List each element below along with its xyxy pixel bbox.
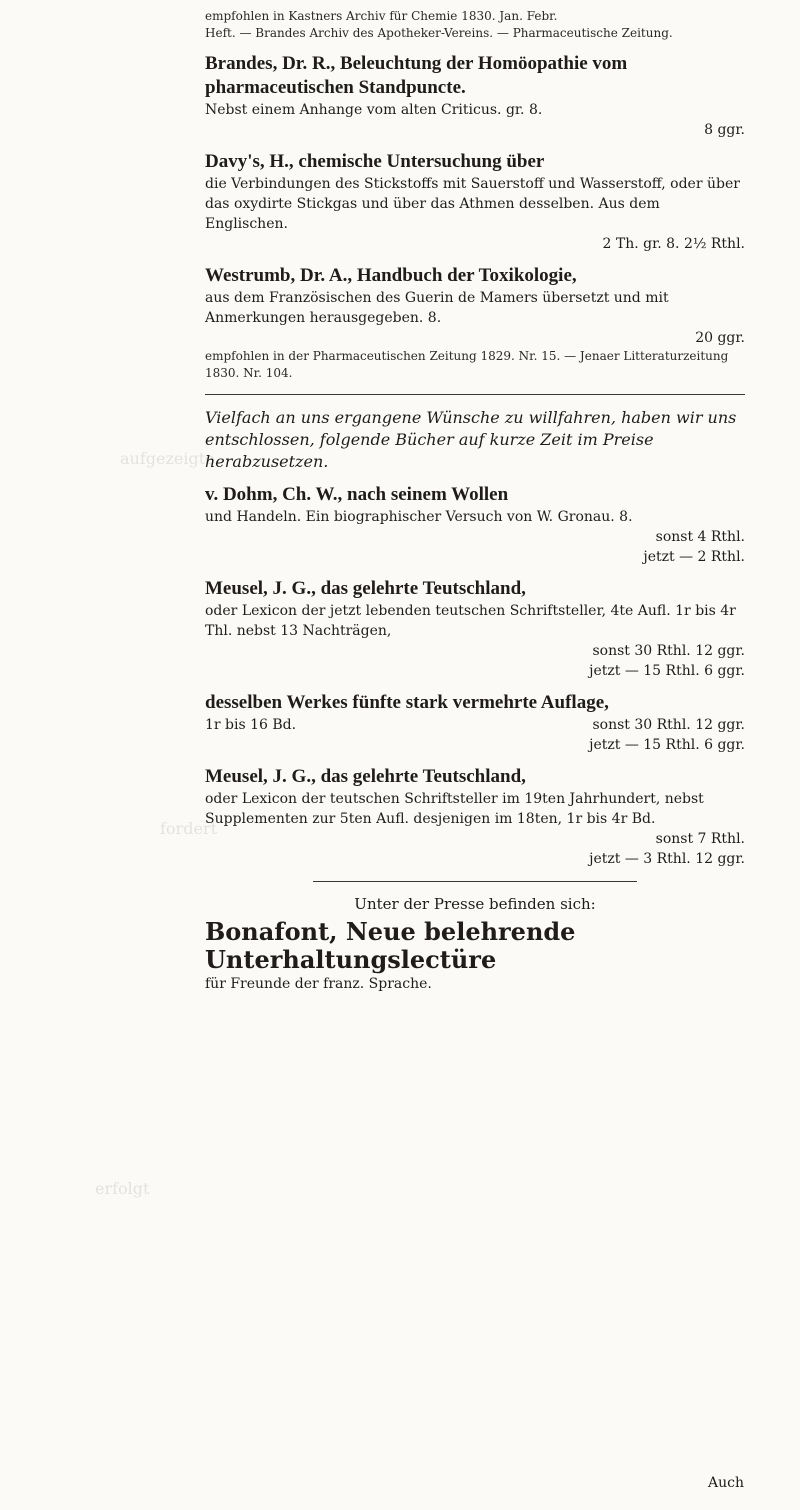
listing-body: Nebst einem Anhange vom alten Criticus. gr. 8. bbox=[205, 102, 543, 118]
listing-desselben bbox=[205, 691, 745, 755]
price-old: sonst 30 Rthl. 12 ggr. bbox=[592, 643, 745, 659]
section-divider bbox=[205, 394, 745, 395]
price-row bbox=[205, 735, 745, 755]
price: 2 Th. gr. 8. 2½ Rthl. bbox=[602, 236, 745, 252]
price-old: sonst 4 Rthl. bbox=[655, 529, 745, 545]
price-row bbox=[205, 715, 745, 735]
price-row bbox=[205, 849, 745, 869]
price-new: jetzt — 15 Rthl. 6 ggr. bbox=[589, 663, 745, 679]
listing-davy bbox=[205, 150, 745, 254]
listing-westrumb bbox=[205, 264, 745, 382]
intro-line-1: empfohlen in Kastners Archiv für Chemie 1830. Jan. Febr. bbox=[205, 9, 558, 23]
listing-headline: Meusel, J. G., das gelehrte Teutschland, bbox=[205, 766, 526, 787]
price-old: sonst 30 Rthl. 12 ggr. bbox=[592, 717, 745, 733]
price: 8 ggr. bbox=[704, 122, 745, 138]
listing-body: die Verbindungen des Stickstoffs mit Sauerstoff und Wasserstoff, oder über das oxydirte Stickgas und über das Athmen desselben. Aus dem Englischen. bbox=[205, 176, 740, 232]
listing-body: 1r bis 16 Bd. bbox=[205, 717, 297, 733]
listing-bonafont bbox=[205, 918, 745, 994]
listing-headline: v. Dohm, Ch. W., nach seinem Wollen bbox=[205, 484, 509, 505]
intro-paragraph bbox=[205, 8, 745, 42]
price: 20 ggr. bbox=[695, 330, 745, 346]
price-new: jetzt — 15 Rthl. 6 ggr. bbox=[589, 737, 745, 753]
price-row bbox=[205, 829, 745, 849]
listing-headline: Davy's, H., chemische Untersuchung über bbox=[205, 151, 545, 172]
listing-meusel-2 bbox=[205, 765, 745, 869]
press-notice: Unter der Presse befinden sich: bbox=[354, 895, 596, 913]
listing-headline: Westrumb, Dr. A., Handbuch der Toxikologie, bbox=[205, 265, 577, 286]
listing-headline: Brandes, Dr. R., Beleuchtung der Homöopathie vom pharmaceutischen Standpuncte. bbox=[205, 53, 628, 98]
show-through-text: aufgezeigte bbox=[120, 449, 215, 468]
listing-dohm bbox=[205, 483, 745, 567]
price-new: jetzt — 2 Rthl. bbox=[643, 549, 745, 565]
review-note: empfohlen in der Pharmaceutischen Zeitung 1829. Nr. 15. — Jenaer Litteraturzeitung 1830. Nr. 104. bbox=[205, 349, 729, 380]
price-row bbox=[205, 234, 745, 254]
price-row bbox=[205, 527, 745, 547]
price-new: jetzt — 3 Rthl. 12 ggr. bbox=[589, 851, 745, 867]
discount-notice: Vielfach an uns ergangene Wünsche zu willfahren, haben wir uns entschlossen, folgende Bücher auf kurze Zeit im Preise herabzusetzen. bbox=[205, 408, 737, 471]
show-through-text: erfolgt bbox=[95, 1179, 150, 1198]
listing-headline: Bonafont, Neue belehrende Unterhaltungslectüre bbox=[205, 917, 576, 974]
intro-line-2: Heft. — Brandes Archiv des Apotheker-Vereins. — Pharmaceutische Zeitung. bbox=[205, 26, 673, 40]
listing-headline: Meusel, J. G., das gelehrte Teutschland, bbox=[205, 578, 526, 599]
listing-body: oder Lexicon der jetzt lebenden teutschen Schriftsteller, 4te Aufl. 1r bis 4r Thl. nebst 13 Nachträgen, bbox=[205, 603, 736, 639]
price-row bbox=[205, 328, 745, 348]
listing-body: oder Lexicon der teutschen Schriftsteller im 19ten Jahrhundert, nebst Supplementen zur 5ten Aufl. desjenigen im 18ten, 1r bis 4r Bd. bbox=[205, 791, 704, 827]
price-row bbox=[205, 120, 745, 140]
listing-brandes bbox=[205, 52, 745, 140]
price-row bbox=[205, 641, 745, 661]
listing-headline: desselben Werkes fünfte stark vermehrte Auflage, bbox=[205, 692, 609, 713]
listing-body: und Handeln. Ein biographischer Versuch von W. Gronau. 8. bbox=[205, 509, 633, 525]
price-old: sonst 7 Rthl. bbox=[655, 831, 745, 847]
price-row bbox=[205, 661, 745, 681]
catchword: Auch bbox=[708, 1475, 744, 1491]
price-row bbox=[205, 547, 745, 567]
page-content bbox=[205, 8, 745, 1004]
listing-body: aus dem Französischen des Guerin de Mamers übersetzt und mit Anmerkungen herausgegeben. 8. bbox=[205, 290, 669, 326]
section-divider bbox=[313, 881, 637, 882]
show-through-text: fordert bbox=[160, 819, 217, 838]
listing-meusel-1 bbox=[205, 577, 745, 681]
listing-body: für Freunde der franz. Sprache. bbox=[205, 976, 432, 992]
